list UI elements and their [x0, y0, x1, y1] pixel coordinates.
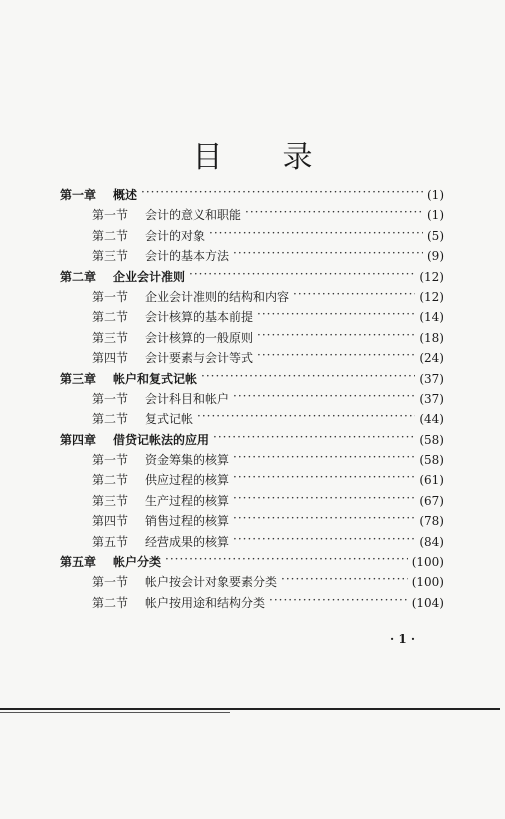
dot-leader	[257, 350, 415, 362]
toc-entry-title: 企业会计准则	[113, 269, 186, 284]
toc-entry-page: (78)	[419, 514, 444, 529]
toc-entry-page: (12)	[419, 269, 444, 284]
toc-entry-page: (37)	[419, 391, 444, 406]
toc-entry-page: (5)	[427, 228, 444, 243]
toc-entry-number: 第二节	[92, 412, 129, 427]
toc-entry-page: (67)	[419, 493, 444, 508]
toc-section-entry	[60, 329, 444, 349]
toc-section-entry	[60, 206, 444, 226]
toc-entry-number: 第三节	[92, 330, 129, 345]
toc-entry-title: 帐户按用途和结构分类	[145, 595, 266, 610]
toc-entry-page: (100)	[411, 575, 444, 590]
toc-entry-page: (44)	[419, 412, 444, 427]
toc-entry-number: 第二章	[60, 269, 97, 284]
toc-section-entry	[60, 533, 444, 553]
toc-entry-number: 第一节	[92, 208, 129, 223]
dot-leader	[257, 309, 415, 321]
toc-entry-title: 供应过程的核算	[145, 473, 230, 488]
toc-entry-title: 会计核算的一般原则	[145, 330, 254, 345]
dot-leader	[213, 432, 415, 444]
toc-entry-title: 企业会计准则的结构和内容	[145, 289, 290, 304]
toc-entry-number: 第一节	[92, 453, 129, 468]
toc-entry-number: 第二节	[92, 473, 129, 488]
toc-section-entry	[60, 594, 444, 614]
toc-entry-page: (12)	[419, 289, 444, 304]
toc-section-entry	[60, 451, 444, 471]
toc-entry-number: 第二节	[92, 595, 129, 610]
dot-leader	[209, 228, 423, 240]
toc-entry-title: 经营成果的核算	[145, 534, 230, 549]
table-of-contents	[60, 186, 444, 614]
toc-entry-title: 销售过程的核算	[145, 514, 230, 529]
toc-entry-page: (14)	[419, 310, 444, 325]
toc-entry-number: 第二节	[92, 228, 129, 243]
toc-entry-number: 第三节	[92, 493, 129, 508]
toc-section-entry	[60, 390, 444, 410]
dot-leader	[197, 411, 415, 423]
toc-chapter-entry	[60, 186, 444, 206]
toc-entry-title: 资金筹集的核算	[145, 453, 230, 468]
toc-entry-page: (100)	[411, 555, 444, 570]
dot-leader	[233, 472, 415, 484]
dot-leader	[269, 595, 408, 607]
toc-entry-page: (61)	[419, 473, 444, 488]
dot-leader	[257, 330, 415, 342]
toc-chapter-entry	[60, 431, 444, 451]
toc-entry-title: 会计核算的基本前提	[145, 310, 254, 325]
toc-entry-title: 帐户和复式记帐	[113, 371, 198, 386]
toc-section-entry	[60, 288, 444, 308]
toc-entry-page: (9)	[427, 249, 444, 264]
toc-entry-page: (58)	[419, 432, 444, 447]
toc-entry-number: 第二节	[92, 310, 129, 325]
page-title	[0, 132, 505, 176]
toc-entry-number: 第一节	[92, 391, 129, 406]
toc-entry-title: 会计要素与会计等式	[145, 351, 254, 366]
title-char-right: 录	[282, 140, 313, 175]
toc-entry-number: 第五节	[92, 534, 129, 549]
dot-leader	[281, 574, 408, 586]
dot-leader	[245, 207, 423, 219]
toc-entry-number: 第一节	[92, 289, 129, 304]
toc-entry-page: (18)	[419, 330, 444, 345]
toc-entry-number: 第三节	[92, 249, 129, 264]
toc-entry-number: 第五章	[60, 555, 97, 570]
toc-entry-page: (37)	[419, 371, 444, 386]
toc-entry-number: 第四节	[92, 351, 129, 366]
dot-leader	[141, 187, 423, 199]
title-char-left: 目	[192, 140, 223, 175]
toc-entry-page: (1)	[427, 188, 444, 202]
dot-leader	[293, 289, 415, 301]
dot-leader	[233, 248, 423, 260]
toc-entry-title: 复式记帐	[145, 412, 194, 427]
toc-entry-number: 第四节	[92, 514, 129, 529]
bottom-rule	[0, 708, 500, 710]
toc-section-entry	[60, 308, 444, 328]
dot-leader	[189, 269, 415, 281]
toc-entry-title: 会计的对象	[145, 228, 206, 243]
toc-entry-page: (104)	[411, 595, 444, 610]
dot-leader	[233, 391, 415, 403]
dot-leader	[233, 534, 415, 546]
toc-entry-title: 会计的基本方法	[145, 249, 230, 264]
toc-entry-page: (84)	[419, 534, 444, 549]
dot-leader	[201, 371, 415, 383]
toc-section-entry	[60, 492, 444, 512]
toc-section-entry	[60, 573, 444, 593]
toc-section-entry	[60, 410, 444, 430]
toc-entry-title: 帐户分类	[113, 555, 162, 570]
toc-entry-number: 第一章	[60, 188, 97, 202]
dot-leader	[233, 452, 415, 464]
toc-entry-number: 第三章	[60, 371, 97, 386]
dot-leader	[233, 493, 415, 505]
page-number: · 1 ·	[390, 632, 416, 646]
dot-leader	[165, 554, 408, 566]
toc-section-entry	[60, 512, 444, 532]
toc-entry-number: 第一节	[92, 575, 129, 590]
toc-entry-number: 第四章	[60, 432, 97, 447]
bottom-rule-thin	[0, 712, 230, 713]
toc-chapter-entry	[60, 370, 444, 390]
toc-section-entry	[60, 247, 444, 267]
dot-leader	[233, 513, 415, 525]
toc-entry-title: 帐户按会计对象要素分类	[145, 575, 278, 590]
toc-chapter-entry	[60, 553, 444, 573]
toc-entry-page: (24)	[419, 351, 444, 366]
toc-section-entry	[60, 471, 444, 491]
toc-entry-title: 概述	[113, 188, 138, 202]
toc-entry-page: (1)	[427, 208, 444, 223]
toc-section-entry	[60, 227, 444, 247]
toc-section-entry	[60, 349, 444, 369]
toc-chapter-entry	[60, 268, 444, 288]
toc-entry-title: 会计的意义和职能	[145, 208, 242, 223]
toc-entry-title: 生产过程的核算	[145, 493, 230, 508]
toc-entry-title: 借贷记帐法的应用	[113, 432, 210, 447]
toc-entry-page: (58)	[419, 453, 444, 468]
toc-entry-title: 会计科目和帐户	[145, 391, 230, 406]
